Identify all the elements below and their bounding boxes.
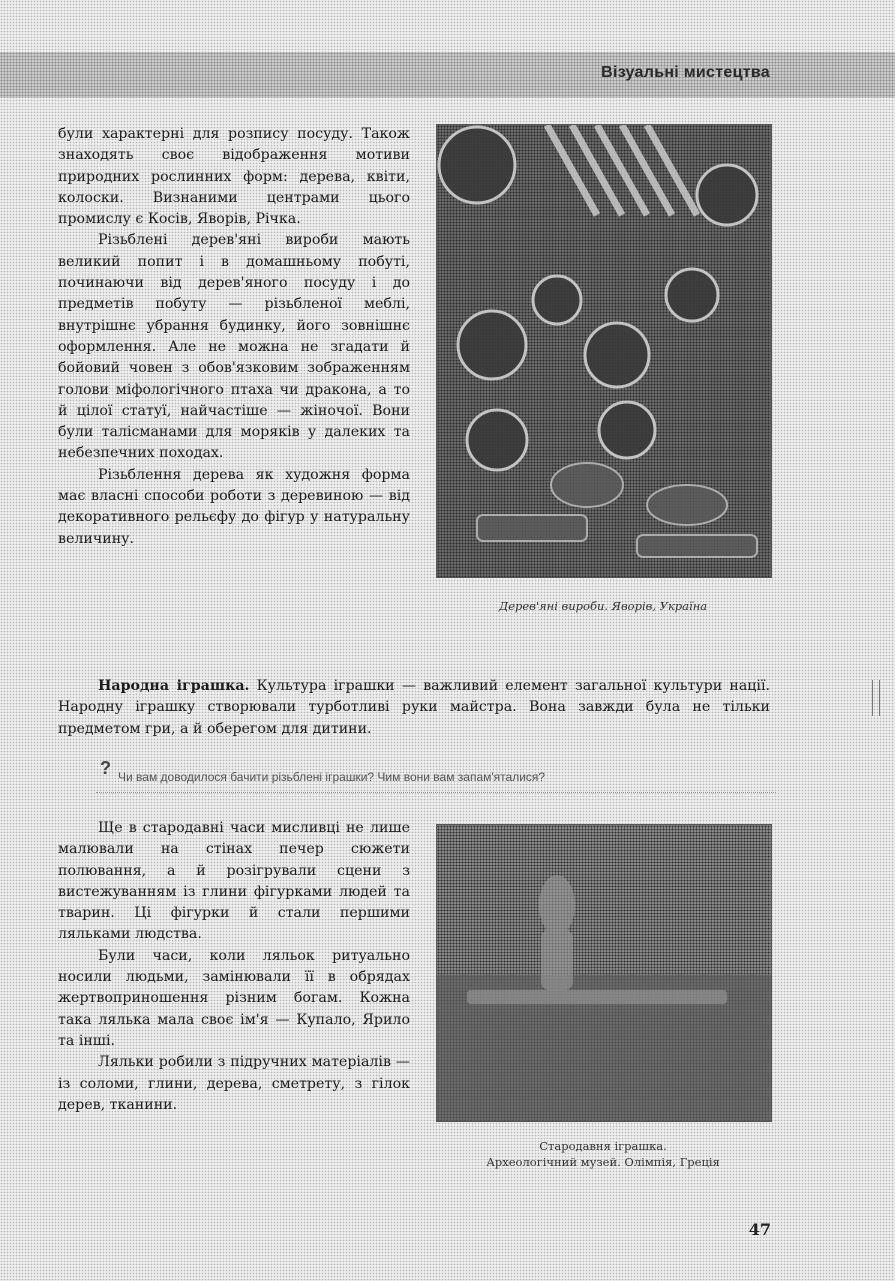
figure-caption: Дерев'яні вироби. Яворів, Україна <box>498 599 708 613</box>
running-header-title: Візуальні мистецтва <box>601 64 770 81</box>
divider <box>96 792 776 793</box>
upper-text-column <box>58 124 410 550</box>
paragraph: були характерні для розпису посуду. Також знаходять своє відображення мотиви природних рослинних форм: дерева, квіти, колоски. Визнаними центрами цього промислу є Косів, Яворів, Річка. <box>58 126 410 228</box>
toys-paragraph <box>58 676 770 740</box>
question-mark-icon: ? <box>100 758 111 778</box>
photo-texture <box>437 825 771 1121</box>
toys-text: Культура іграшки — важливий елемент загальної культури нації. Народну іграшку створювали турботливі руки майстра. Вона завжди була не тільки предметом гри, а й оберегом для дитини. <box>58 678 770 737</box>
margin-mark <box>872 680 880 716</box>
paragraph: Різьблення дерева як художня форма має власні способи роботи з деревиною — від декоративного рельєфу до фігур у натуральну величину. <box>58 466 410 547</box>
toys-paragraph-block <box>58 676 770 740</box>
photo-texture <box>437 125 771 577</box>
caption-line: Стародавня іграшка. <box>539 1139 667 1153</box>
wooden-crafts-photo <box>436 124 772 578</box>
term-heading: Народна іграшка. <box>98 678 250 694</box>
paragraph: Різьблені дерев'яні вироби мають великий попит і в домашньому побуті, починаючи від дерев'яного посуду і до предметів побуту — різьбленої меблі, внутрішнє убрання будинку, його зовнішнє оформлення. Але не можна не згадати й бойовий човен з обов'язковим зображенням голови міфологічного птаха чи дракона, а то й цілої статуї, найчастіше — жіночої. Вони були талісманами для моряків у далеких та небезпечних походах. <box>58 232 410 462</box>
figure-caption <box>436 1138 770 1170</box>
ancient-toy-photo <box>436 824 772 1122</box>
caption-line: Археологічний музей. Олімпія, Греція <box>486 1155 720 1169</box>
paragraph: Ще в стародавні часи мисливці не лише малювали на стінах печер сюжети полювання, а й розігрували сцени з вистежуванням із глини фігурками людей та тварин. Ці фігурки й стали першими ляльками людства. <box>58 820 410 943</box>
lower-text-column <box>58 818 410 1116</box>
page-number: 47 <box>748 1220 771 1239</box>
paragraph: Ляльки робили з підручних матеріалів — із соломи, глини, дерева, сметрету, з гілок дерев, тканини. <box>58 1054 410 1113</box>
paragraph: Були часи, коли ляльок ритуально носили людьми, замінювали її в обрядах жертвоприношення різним богам. Кожна така лялька мала своє ім'я — Купало, Ярило та інші. <box>58 947 410 1049</box>
question-text: Чи вам доводилося бачити різьблені іграшки? Чим вони вам запам'яталися? <box>118 770 546 784</box>
